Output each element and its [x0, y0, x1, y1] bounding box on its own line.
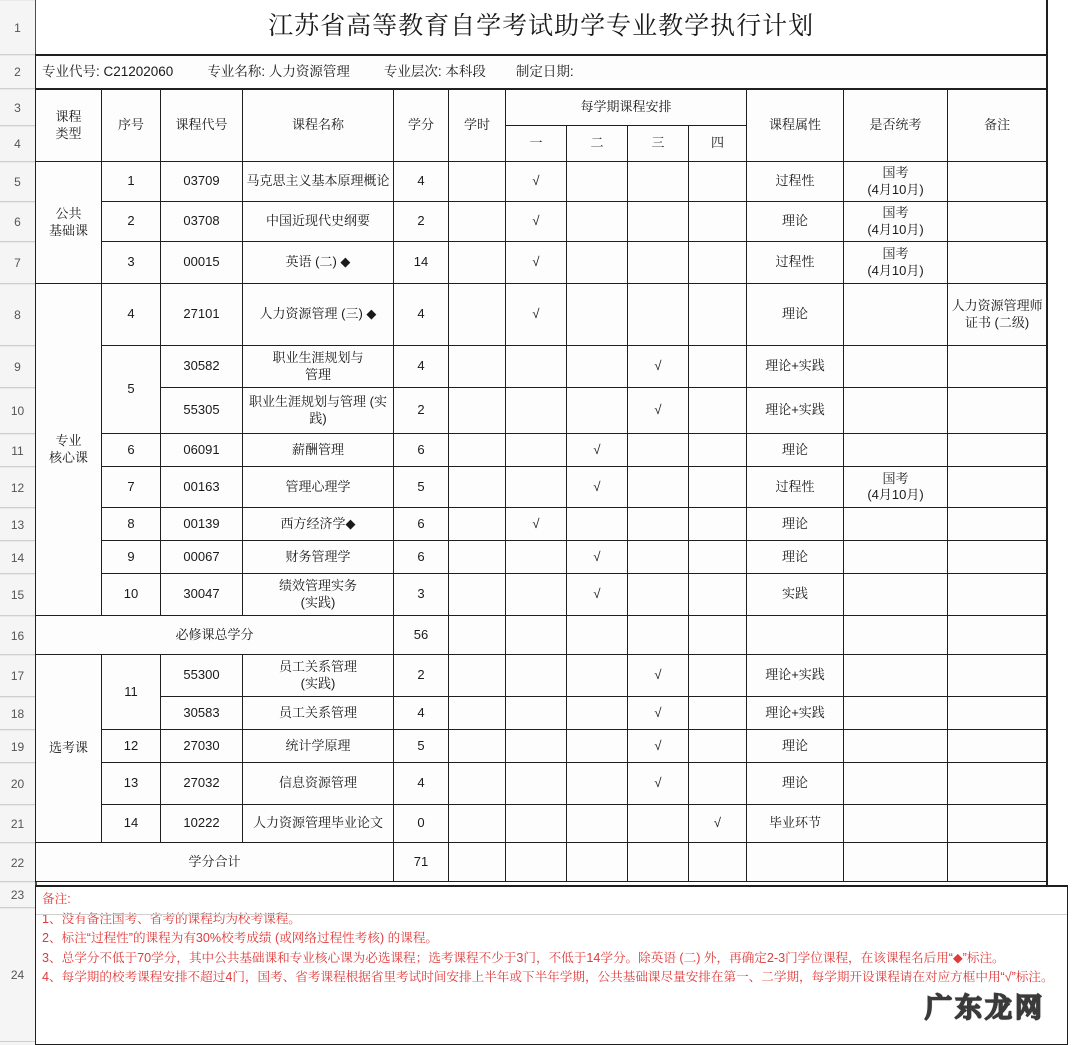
cell-semester-4: √ [689, 805, 747, 843]
cell-semester-1 [506, 697, 567, 730]
table-row [36, 655, 1047, 697]
cell-hours [449, 541, 506, 574]
cell-course-name [243, 655, 394, 697]
course-type-group-line1: 选考课 [48, 740, 88, 756]
cell-attribute: 过程性 [747, 242, 844, 284]
row-number[interactable]: 20 [0, 763, 35, 805]
cell-semester-1 [506, 346, 567, 388]
cell-attribute: 过程性 [747, 162, 844, 202]
cell-semester-4 [689, 346, 747, 388]
cell-hours [449, 697, 506, 730]
cell-hours [449, 284, 506, 346]
table-row [36, 242, 1047, 284]
cell-unified-exam-line1: 国考 [882, 470, 909, 486]
cell-semester-3: √ [628, 763, 689, 805]
cell-semester-4 [689, 162, 747, 202]
cell-semester-1 [506, 805, 567, 843]
row-number[interactable]: 3 [0, 89, 35, 126]
row-number[interactable]: 18 [0, 697, 35, 730]
cell-course-code: 30583 [161, 697, 243, 730]
cell-hours [449, 574, 506, 616]
row-number[interactable]: 13 [0, 508, 35, 541]
course-type-group [36, 162, 102, 284]
notes-divider [36, 914, 1067, 915]
col-header-code: 课程代号 [161, 89, 243, 162]
cell-attribute: 理论+实践 [747, 697, 844, 730]
cell-remark [948, 202, 1047, 242]
row-number-gutter [0, 0, 37, 1045]
cell-unified-exam [844, 162, 948, 202]
row-number[interactable]: 17 [0, 655, 35, 697]
cell-semester-2 [567, 697, 628, 730]
row-number[interactable]: 11 [0, 434, 35, 467]
note-item-2: 2、标注“过程性”的课程为有30%校考成绩 (或网络过程性考核) 的课程。 [42, 931, 439, 946]
cell-course-code: 27030 [161, 730, 243, 763]
cell-attribute: 理论+实践 [747, 655, 844, 697]
cell-remark [948, 541, 1047, 574]
col-header-attribute: 课程属性 [747, 89, 844, 162]
row-number[interactable]: 23 [0, 882, 35, 908]
cell-semester-1: √ [506, 242, 567, 284]
cell-hours [449, 162, 506, 202]
cell-semester-4 [689, 508, 747, 541]
cell-course-name: 人力资源管理 (三) ◆ [243, 284, 394, 346]
cell-attribute: 理论+实践 [747, 346, 844, 388]
cell-semester-1 [506, 388, 567, 434]
cell-course-code: 00139 [161, 508, 243, 541]
cell-semester-3 [628, 508, 689, 541]
cell-semester-3 [628, 284, 689, 346]
table-row [36, 763, 1047, 805]
cell-hours [449, 346, 506, 388]
cell-credits: 14 [394, 242, 449, 284]
cell-hours [449, 763, 506, 805]
row-number[interactable]: 14 [0, 541, 35, 574]
cell-unified-exam [844, 202, 948, 242]
plan-date: 制定日期: [515, 63, 574, 79]
course-type-group-line1: 专业 [55, 433, 82, 449]
cell-attribute: 理论 [747, 284, 844, 346]
col-header-seq: 序号 [102, 89, 161, 162]
course-plan-table [35, 0, 1047, 882]
cell-semester-4 [689, 202, 747, 242]
cell-attribute: 过程性 [747, 467, 844, 508]
cell-course-name: 英语 (二) ◆ [243, 242, 394, 284]
cell-course-code: 10222 [161, 805, 243, 843]
cell-semester-2: √ [567, 434, 628, 467]
cell-semester-1: √ [506, 202, 567, 242]
cell-course-name-line2: 践) [309, 410, 327, 426]
cell-course-name-line2: (实践) [300, 594, 336, 610]
cell-course-name-line2: (实践) [300, 675, 336, 691]
cell-course-code: 27101 [161, 284, 243, 346]
cell-semester-2 [567, 388, 628, 434]
cell-attribute: 理论 [747, 202, 844, 242]
col-header-sem3: 三 [628, 126, 689, 162]
course-type-group-line2: 基础课 [48, 222, 88, 238]
total-credits: 71 [394, 843, 449, 882]
title-row [36, 0, 1047, 55]
cell-course-code: 27032 [161, 763, 243, 805]
cell-seq: 7 [102, 467, 161, 508]
cell-credits: 6 [394, 434, 449, 467]
cell-seq: 12 [102, 730, 161, 763]
cell-credits: 5 [394, 730, 449, 763]
cell-course-name: 财务管理学 [243, 541, 394, 574]
row-number[interactable]: 10 [0, 388, 35, 434]
cell-unified-exam [844, 467, 948, 508]
table-row [36, 467, 1047, 508]
total-row [36, 843, 1047, 882]
cell-attribute: 理论+实践 [747, 388, 844, 434]
cell-semester-3: √ [628, 388, 689, 434]
cell-seq: 1 [102, 162, 161, 202]
table-row [36, 805, 1047, 843]
cell-course-code: 03708 [161, 202, 243, 242]
cell-unified-exam [844, 697, 948, 730]
cell-attribute: 毕业环节 [747, 805, 844, 843]
row-number[interactable]: 24 [0, 908, 35, 1042]
cell-seq: 5 [102, 346, 161, 434]
cell-credits: 4 [394, 162, 449, 202]
col-header-credits: 学分 [394, 89, 449, 162]
cell-course-code: 55305 [161, 388, 243, 434]
cell-seq: 10 [102, 574, 161, 616]
cell-semester-3 [628, 541, 689, 574]
cell-semester-2 [567, 202, 628, 242]
cell-course-name: 马克思主义基本原理概论 [243, 162, 394, 202]
col-header-remark: 备注 [948, 89, 1047, 162]
row-number[interactable]: 15 [0, 574, 35, 616]
cell-course-name: 信息资源管理 [243, 763, 394, 805]
cell-course-code: 00015 [161, 242, 243, 284]
cell-semester-2 [567, 242, 628, 284]
row-number[interactable]: 6 [0, 202, 35, 242]
cell-seq: 4 [102, 284, 161, 346]
info-row [36, 55, 1047, 89]
cell-remark [948, 730, 1047, 763]
cell-seq: 2 [102, 202, 161, 242]
cell-unified-exam-line2: (4月10月) [867, 487, 924, 502]
cell-unified-exam [844, 763, 948, 805]
subtotal-credits: 56 [394, 616, 449, 655]
cell-credits: 2 [394, 202, 449, 242]
major-code: 专业代号: C21202060 [42, 63, 174, 79]
col-header-unified-exam: 是否统考 [844, 89, 948, 162]
note-item-3: 3、总学分不低于70学分，其中公共基础课和专业核心课为必选课程；选考课程不少于3门，不低于14学分。除英语 (二) 外，再确定2-3门学位课程，在该课程名后用“◆”标注。 [42, 950, 1005, 965]
cell-unified-exam-line2: (4月10月) [867, 262, 924, 278]
note-item-4: 4、每学期的校考课程安排不超过4门，国考、省考课程根据省里考试时间安排上半年或下半年学期，公共基础课尽量安排在第一、二学期，每学期开设课程请在对应方框中用“√”标注。 [42, 970, 1054, 985]
cell-remark [948, 284, 1047, 346]
table-row [36, 202, 1047, 242]
cell-remark [948, 434, 1047, 467]
course-type-line1: 课程 [55, 109, 82, 125]
cell-hours [449, 242, 506, 284]
cell-course-name: 中国近现代史纲要 [243, 202, 394, 242]
course-type-group [36, 655, 102, 843]
cell-course-name: 人力资源管理毕业论文 [243, 805, 394, 843]
col-header-course-type [36, 89, 102, 162]
cell-semester-3: √ [628, 346, 689, 388]
row-number[interactable]: 12 [0, 467, 35, 508]
cell-attribute: 理论 [747, 434, 844, 467]
table-row [36, 434, 1047, 467]
subtotal-label: 必修课总学分 [36, 616, 394, 655]
cell-course-name-line1: 职业生涯规划与管理 (实 [249, 394, 387, 410]
table-row [36, 346, 1047, 388]
cell-seq: 14 [102, 805, 161, 843]
cell-credits: 4 [394, 697, 449, 730]
course-type-line2: 类型 [55, 125, 82, 141]
cell-semester-4 [689, 730, 747, 763]
note-item-1: 1、没有备注国考、省考的课程均为校考课程。 [42, 911, 301, 926]
cell-remark [948, 805, 1047, 843]
cell-remark [948, 697, 1047, 730]
cell-course-code: 30047 [161, 574, 243, 616]
cell-hours [449, 434, 506, 467]
cell-credits: 4 [394, 284, 449, 346]
row-number[interactable]: 5 [0, 162, 35, 202]
cell-remark [948, 467, 1047, 508]
row-number[interactable]: 8 [0, 284, 35, 346]
cell-remark [948, 508, 1047, 541]
cell-credits: 6 [394, 508, 449, 541]
cell-course-name: 统计学原理 [243, 730, 394, 763]
cell-semester-1 [506, 730, 567, 763]
cell-unified-exam [844, 655, 948, 697]
cell-semester-2: √ [567, 467, 628, 508]
cell-seq: 8 [102, 508, 161, 541]
cell-remark [948, 242, 1047, 284]
cell-course-name [243, 346, 394, 388]
course-type-group-line1: 公共 [55, 206, 82, 222]
cell-course-code: 30582 [161, 346, 243, 388]
cell-attribute: 理论 [747, 763, 844, 805]
cell-seq: 9 [102, 541, 161, 574]
header-row-top [36, 89, 1047, 126]
col-header-sem1: 一 [506, 126, 567, 162]
cell-remark [948, 574, 1047, 616]
course-type-group-line2: 核心课 [48, 449, 88, 465]
cell-semester-4 [689, 541, 747, 574]
table-row [36, 697, 1047, 730]
cell-course-name [243, 574, 394, 616]
cell-semester-1 [506, 655, 567, 697]
cell-semester-1: √ [506, 162, 567, 202]
cell-course-name-line1: 职业生涯规划与 [272, 350, 364, 366]
cell-hours [449, 508, 506, 541]
cell-unified-exam [844, 805, 948, 843]
cell-semester-1: √ [506, 284, 567, 346]
cell-semester-3 [628, 467, 689, 508]
cell-remark-line1: 人力资源管理师 [951, 298, 1043, 314]
table-row [36, 730, 1047, 763]
cell-semester-3 [628, 434, 689, 467]
row-number[interactable]: 2 [0, 55, 35, 89]
notes-heading: 备注: [42, 892, 71, 906]
table-row [36, 574, 1047, 616]
cell-attribute: 理论 [747, 730, 844, 763]
cell-hours [449, 467, 506, 508]
cell-remark [948, 763, 1047, 805]
table-row [36, 162, 1047, 202]
cell-semester-4 [689, 697, 747, 730]
cell-semester-3: √ [628, 730, 689, 763]
cell-seq: 3 [102, 242, 161, 284]
cell-semester-3 [628, 574, 689, 616]
col-header-name: 课程名称 [243, 89, 394, 162]
cell-unified-exam-line1: 国考 [882, 205, 909, 221]
cell-course-code: 00067 [161, 541, 243, 574]
cell-course-code: 06091 [161, 434, 243, 467]
cell-credits: 2 [394, 655, 449, 697]
cell-course-name-line1: 员工关系管理 [278, 659, 357, 675]
cell-remark-line2: 证书 (二级) [964, 314, 1030, 330]
cell-unified-exam [844, 541, 948, 574]
cell-unified-exam-line1: 国考 [882, 246, 909, 262]
cell-credits: 4 [394, 763, 449, 805]
col-header-sem4: 四 [689, 126, 747, 162]
cell-unified-exam [844, 434, 948, 467]
total-label: 学分合计 [36, 843, 394, 882]
row-number[interactable]: 1 [0, 0, 35, 55]
cell-semester-1: √ [506, 508, 567, 541]
cell-remark [948, 655, 1047, 697]
cell-seq: 11 [102, 655, 161, 730]
cell-unified-exam-line2: (4月10月) [867, 181, 924, 197]
cell-semester-1 [506, 467, 567, 508]
cell-hours [449, 805, 506, 843]
cell-unified-exam [844, 242, 948, 284]
cell-credits: 6 [394, 541, 449, 574]
cell-attribute: 理论 [747, 541, 844, 574]
cell-semester-4 [689, 434, 747, 467]
major-name: 专业名称: 人力资源管理 [207, 63, 350, 79]
cell-credits: 3 [394, 574, 449, 616]
row-number[interactable]: 9 [0, 346, 35, 388]
cell-semester-1 [506, 763, 567, 805]
row-number[interactable]: 16 [0, 616, 35, 655]
cell-unified-exam [844, 388, 948, 434]
cell-semester-4 [689, 467, 747, 508]
cell-hours [449, 202, 506, 242]
col-header-semester-group: 每学期课程安排 [506, 89, 747, 126]
cell-semester-4 [689, 388, 747, 434]
cell-unified-exam [844, 574, 948, 616]
cell-attribute: 实践 [747, 574, 844, 616]
cell-course-code: 03709 [161, 162, 243, 202]
major-level: 专业层次: 本科段 [383, 63, 486, 79]
cell-semester-3 [628, 242, 689, 284]
cell-unified-exam-line1: 国考 [882, 165, 909, 181]
cell-course-code: 55300 [161, 655, 243, 697]
table-row [36, 388, 1047, 434]
cell-semester-3 [628, 162, 689, 202]
table-row [36, 541, 1047, 574]
col-header-sem2: 二 [567, 126, 628, 162]
cell-semester-2 [567, 162, 628, 202]
cell-semester-1 [506, 574, 567, 616]
cell-course-name: 员工关系管理 [243, 697, 394, 730]
row-number[interactable]: 4 [0, 126, 35, 162]
site-watermark: 广东龙网 [925, 993, 1045, 1025]
cell-credits: 5 [394, 467, 449, 508]
cell-remark [948, 346, 1047, 388]
cell-semester-4 [689, 763, 747, 805]
cell-unified-exam [844, 508, 948, 541]
cell-credits: 4 [394, 346, 449, 388]
course-type-group [36, 284, 102, 616]
cell-semester-3 [628, 202, 689, 242]
cell-unified-exam [844, 346, 948, 388]
cell-attribute: 理论 [747, 508, 844, 541]
cell-semester-4 [689, 284, 747, 346]
cell-semester-3: √ [628, 655, 689, 697]
cell-semester-4 [689, 242, 747, 284]
cell-seq: 6 [102, 434, 161, 467]
cell-hours [449, 655, 506, 697]
row-number[interactable]: 19 [0, 730, 35, 763]
cell-course-code: 00163 [161, 467, 243, 508]
major-info-bar [36, 55, 1047, 89]
cell-semester-2 [567, 284, 628, 346]
cell-semester-2 [567, 730, 628, 763]
cell-semester-2 [567, 805, 628, 843]
cell-semester-3: √ [628, 697, 689, 730]
cell-semester-2 [567, 508, 628, 541]
cell-remark [948, 388, 1047, 434]
cell-semester-2: √ [567, 541, 628, 574]
cell-unified-exam [844, 730, 948, 763]
cell-semester-1 [506, 434, 567, 467]
notes-block [35, 885, 1068, 1045]
table-right-edge [1046, 0, 1048, 885]
table-row [36, 508, 1047, 541]
cell-semester-2 [567, 346, 628, 388]
cell-course-name-line1: 绩效管理实务 [278, 578, 357, 594]
cell-semester-4 [689, 655, 747, 697]
cell-semester-2 [567, 763, 628, 805]
cell-semester-4 [689, 574, 747, 616]
col-header-hours: 学时 [449, 89, 506, 162]
cell-course-name: 西方经济学◆ [243, 508, 394, 541]
cell-semester-2 [567, 655, 628, 697]
row-number[interactable]: 22 [0, 843, 35, 882]
cell-credits: 0 [394, 805, 449, 843]
cell-unified-exam-line2: (4月10月) [867, 221, 924, 237]
cell-credits: 2 [394, 388, 449, 434]
row-number[interactable]: 21 [0, 805, 35, 843]
page-title: 江苏省高等教育自学考试助学专业教学执行计划 [36, 0, 1047, 55]
cell-course-name [243, 388, 394, 434]
cell-seq: 13 [102, 763, 161, 805]
cell-semester-3 [628, 805, 689, 843]
subtotal-row [36, 616, 1047, 655]
table-row [36, 284, 1047, 346]
cell-course-name-line2: 管理 [304, 366, 331, 382]
cell-course-name: 管理心理学 [243, 467, 394, 508]
cell-remark [948, 162, 1047, 202]
cell-unified-exam [844, 284, 948, 346]
cell-hours [449, 388, 506, 434]
cell-course-name: 薪酬管理 [243, 434, 394, 467]
cell-semester-2: √ [567, 574, 628, 616]
cell-hours [449, 730, 506, 763]
cell-semester-1 [506, 541, 567, 574]
row-number[interactable]: 7 [0, 242, 35, 284]
